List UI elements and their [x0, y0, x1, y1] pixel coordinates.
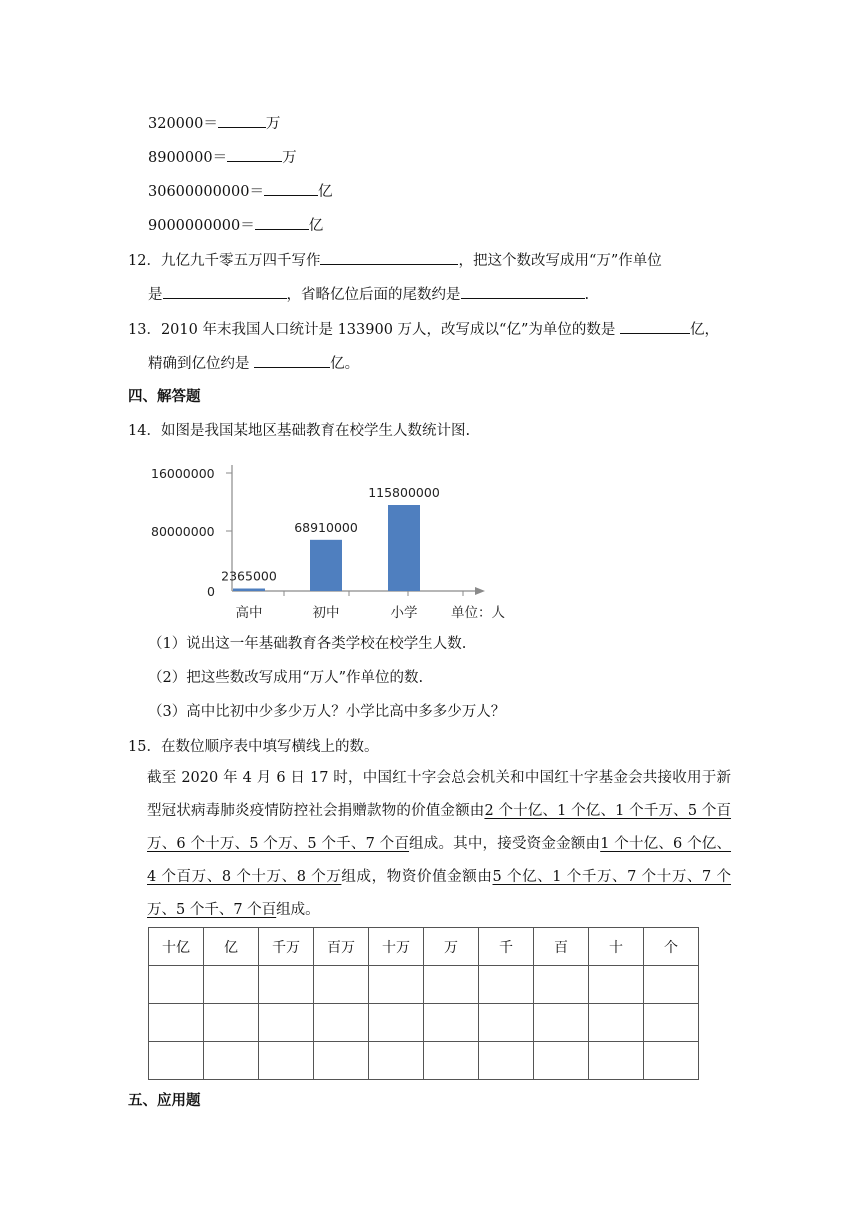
x-tick-label: 小学: [390, 605, 418, 621]
table-header-cell: 十: [589, 928, 644, 966]
table-cell[interactable]: [644, 966, 699, 1004]
table-cell[interactable]: [644, 1004, 699, 1042]
question-text: 精确到亿位约是: [148, 356, 250, 372]
question-text: .: [584, 287, 590, 303]
table-cell[interactable]: [369, 966, 424, 1004]
table-header-cell: 十亿: [149, 928, 204, 966]
question-14-sub-2: （2）把这些数改写成用“万人”作单位的数.: [148, 670, 424, 686]
x-tick-label: 高中: [235, 605, 263, 621]
table-header-cell: 千万: [259, 928, 314, 966]
question-text: ，省略亿位后面的尾数约是: [286, 287, 461, 303]
table-cell[interactable]: [204, 966, 259, 1004]
conversion-line-1: [148, 112, 280, 133]
answer-blank[interactable]: [218, 113, 266, 128]
table-cell[interactable]: [369, 1042, 424, 1080]
table-cell[interactable]: [534, 966, 589, 1004]
table-header-cell: 千: [479, 928, 534, 966]
table-cell[interactable]: [314, 966, 369, 1004]
question-12-line-1: [128, 249, 662, 270]
answer-blank[interactable]: [254, 353, 330, 368]
table-cell[interactable]: [314, 1004, 369, 1042]
table-cell[interactable]: [424, 1042, 479, 1080]
table-cell[interactable]: [479, 966, 534, 1004]
question-text: 亿，: [689, 322, 719, 338]
table-header-row: [149, 928, 699, 966]
section-heading-5: 五、应用题: [128, 1092, 201, 1109]
table-cell[interactable]: [424, 1004, 479, 1042]
table-cell[interactable]: [204, 1004, 259, 1042]
unit-label: 单位：人: [451, 605, 505, 621]
table-cell[interactable]: [534, 1042, 589, 1080]
paragraph-text: 组成，物资价值金额由: [341, 869, 493, 885]
conversion-line-2: [148, 146, 297, 167]
question-15-stem: 15．在数位顺序表中填写横线上的数。: [128, 739, 379, 755]
place-value-table: [148, 927, 699, 1080]
bar: [388, 505, 420, 591]
table-cell[interactable]: [644, 1042, 699, 1080]
table-cell[interactable]: [259, 1004, 314, 1042]
table-row: [149, 1042, 699, 1080]
question-14-sub-1: （1）说出这一年基础教育各类学校在校学生人数.: [148, 636, 467, 652]
table-row: [149, 966, 699, 1004]
x-tick-label: 初中: [312, 605, 340, 621]
question-13-line-2: [148, 352, 359, 373]
table-cell[interactable]: [479, 1004, 534, 1042]
table-cell[interactable]: [589, 966, 644, 1004]
table-cell[interactable]: [149, 1004, 204, 1042]
underlined-number-phrase: 1 个十亿、6 个亿、4 个百万、8 个十万、8 个万: [147, 836, 732, 885]
answer-blank[interactable]: [320, 250, 458, 265]
paragraph-text: 组成。其中，接受资金金额由: [409, 836, 601, 852]
table-cell[interactable]: [369, 1004, 424, 1042]
answer-blank[interactable]: [620, 319, 690, 334]
conversion-expression: 30600000000＝: [148, 184, 264, 200]
table-cell[interactable]: [479, 1042, 534, 1080]
answer-blank[interactable]: [227, 147, 282, 162]
table-header-cell: 百: [534, 928, 589, 966]
answer-blank[interactable]: [461, 284, 585, 299]
x-axis-arrow: [475, 587, 485, 595]
bar: [310, 540, 342, 591]
question-13-line-1: [128, 318, 719, 339]
table-cell[interactable]: [149, 966, 204, 1004]
table-header-cell: 十万: [369, 928, 424, 966]
table-header-cell: 万: [424, 928, 479, 966]
conversion-expression: 320000＝: [148, 116, 218, 132]
question-text: 亿。: [330, 356, 360, 372]
underlined-number-phrase: 5 个亿、1 个千万、7 个十万、7 个万、5 个千、7 个百: [147, 869, 731, 918]
data-label: 2365000: [221, 568, 277, 584]
conversion-line-3: [148, 180, 332, 201]
question-14-stem: 14．如图是我国某地区基础教育在校学生人数统计图.: [128, 423, 471, 439]
question-12-line-2: [148, 283, 589, 304]
conversion-line-4: [148, 214, 323, 235]
question-text: ，把这个数改写成用“万”作单位: [458, 253, 662, 269]
y-tick-label: 16000000: [151, 466, 215, 481]
question-text: 是: [148, 287, 163, 303]
answer-blank[interactable]: [163, 284, 287, 299]
conversion-expression: 9000000000＝: [148, 218, 255, 234]
table-header-cell: 个: [644, 928, 699, 966]
table-cell[interactable]: [314, 1042, 369, 1080]
question-14-sub-3: （3）高中比初中少多少万人？小学比高中多多少万人？: [148, 704, 506, 720]
table-cell[interactable]: [204, 1042, 259, 1080]
answer-blank[interactable]: [255, 215, 309, 230]
conversion-unit: 亿: [308, 218, 324, 234]
table-cell[interactable]: [424, 966, 479, 1004]
answer-blank[interactable]: [264, 181, 318, 196]
conversion-expression: 8900000＝: [148, 150, 228, 166]
table-cell[interactable]: [149, 1042, 204, 1080]
table-cell[interactable]: [589, 1004, 644, 1042]
table-cell[interactable]: [534, 1004, 589, 1042]
question-15-paragraph: [147, 762, 731, 927]
conversion-unit: 亿: [317, 184, 333, 200]
paragraph-text: 组成。: [276, 902, 320, 918]
table-row: [149, 1004, 699, 1042]
section-heading-4: 四、解答题: [128, 388, 201, 405]
data-label: 68910000: [294, 519, 358, 535]
question-text: 12．九亿九千零五万四千写作: [128, 253, 321, 269]
table-cell[interactable]: [259, 1042, 314, 1080]
conversion-unit: 万: [265, 116, 281, 132]
conversion-unit: 万: [282, 150, 297, 166]
data-label: 115800000: [368, 485, 440, 500]
bar-chart: [145, 455, 515, 630]
table-cell[interactable]: [589, 1042, 644, 1080]
paragraph-text: 截至 2020 年 4 月 6 日 17 时，中国红十字会总会机关和中国红十字基金会共接收用于新型冠状病毒肺炎疫情防控社会捐赠款物的价值金额由: [147, 770, 731, 819]
table-cell[interactable]: [259, 966, 314, 1004]
bar: [233, 589, 265, 592]
y-tick-label: 0: [207, 584, 215, 599]
y-tick-label: 80000000: [151, 524, 215, 539]
table-header-cell: 亿: [204, 928, 259, 966]
table-header-cell: 百万: [314, 928, 369, 966]
underlined-number-phrase: 2 个十亿、1 个亿、1 个千万、5 个百万、6 个十万、5 个万、5 个千、7 个百: [147, 803, 732, 852]
question-text: 13．2010 年末我国人口统计是 133900 万人，改写成以“亿”为单位的数是: [128, 322, 616, 338]
